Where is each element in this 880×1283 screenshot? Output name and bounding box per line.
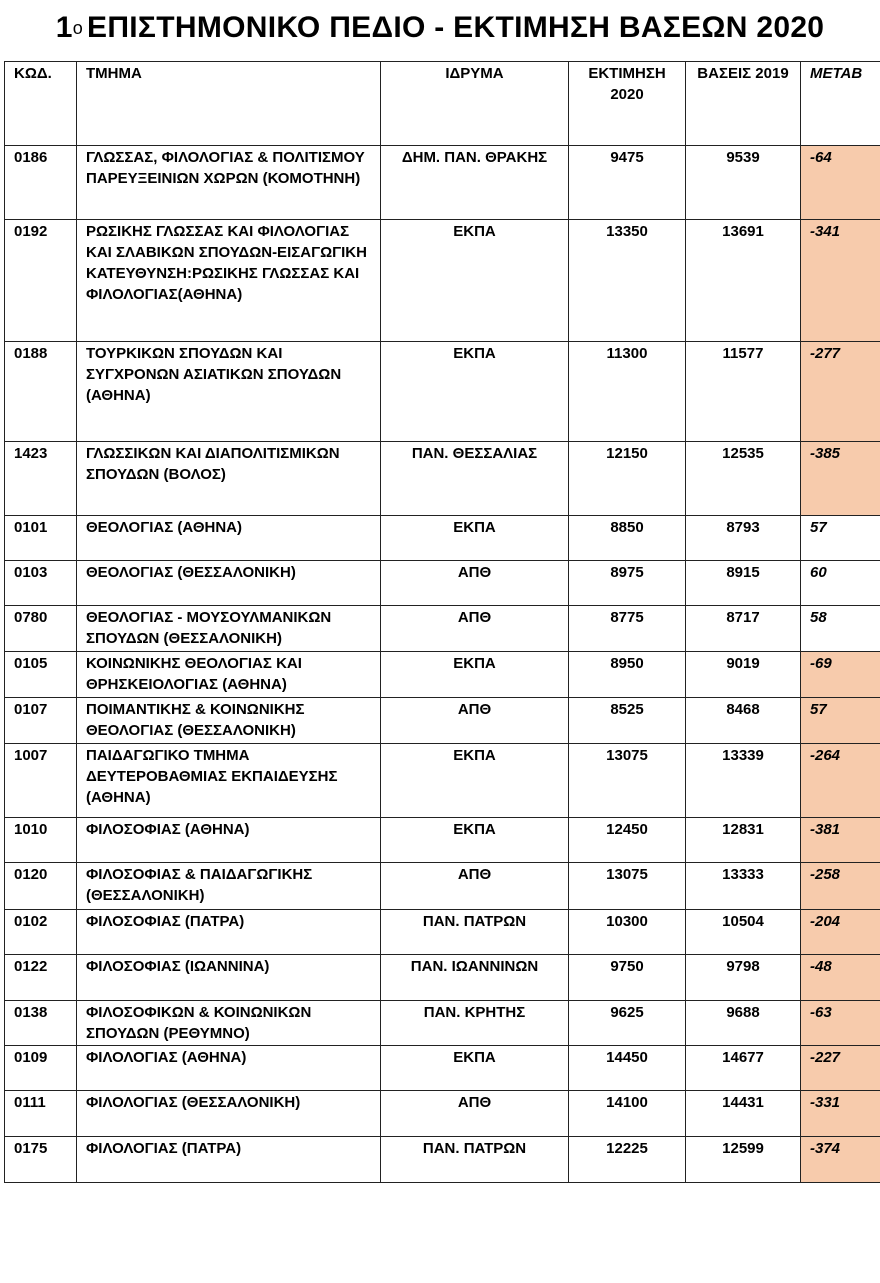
cell-diff: -385 bbox=[801, 442, 880, 516]
cell-code: 0188 bbox=[5, 342, 77, 442]
cell-base: 9688 bbox=[686, 1001, 801, 1046]
cell-base: 13339 bbox=[686, 744, 801, 818]
cell-inst: ΑΠΘ bbox=[381, 863, 569, 910]
cell-code: 0192 bbox=[5, 220, 77, 342]
cell-dept: ΤΟΥΡΚΙΚΩΝ ΣΠΟΥΔΩΝ ΚΑΙ ΣΥΓΧΡΟΝΩΝ ΑΣΙΑΤΙΚΩΝ ΣΠΟΥΔΩΝ (ΑΘΗΝΑ) bbox=[77, 342, 381, 442]
title-number: 1 bbox=[55, 11, 73, 44]
cell-inst: ΕΚΠΑ bbox=[381, 516, 569, 561]
title-text: ΕΠΙΣΤΗΜΟΝΙΚΟ ΠΕΔΙΟ - ΕΚΤΙΜΗΣΗ ΒΑΣΕΩΝ 2020 bbox=[87, 11, 825, 44]
cell-est: 14450 bbox=[569, 1046, 686, 1091]
cell-inst: ΠΑΝ. ΚΡΗΤΗΣ bbox=[381, 1001, 569, 1046]
cell-est: 12225 bbox=[569, 1137, 686, 1183]
header-base: ΒΑΣΕΙΣ 2019 bbox=[686, 62, 801, 146]
cell-dept: ΘΕΟΛΟΓΙΑΣ (ΘΕΣΣΑΛΟΝΙΚΗ) bbox=[77, 561, 381, 606]
cell-diff: -63 bbox=[801, 1001, 880, 1046]
cell-diff: 60 bbox=[801, 561, 880, 606]
cell-inst: ΠΑΝ. ΠΑΤΡΩΝ bbox=[381, 910, 569, 955]
cell-diff: -48 bbox=[801, 955, 880, 1001]
cell-code: 1007 bbox=[5, 744, 77, 818]
cell-est: 14100 bbox=[569, 1091, 686, 1137]
cell-diff: -331 bbox=[801, 1091, 880, 1137]
cell-base: 8468 bbox=[686, 698, 801, 744]
table-row bbox=[5, 561, 880, 606]
cell-base: 12599 bbox=[686, 1137, 801, 1183]
cell-est: 8850 bbox=[569, 516, 686, 561]
table-row bbox=[5, 442, 880, 516]
cell-base: 9539 bbox=[686, 146, 801, 220]
cell-code: 0175 bbox=[5, 1137, 77, 1183]
cell-base: 9019 bbox=[686, 652, 801, 698]
cell-est: 8975 bbox=[569, 561, 686, 606]
cell-dept: ΚΟΙΝΩΝΙΚΗΣ ΘΕΟΛΟΓΙΑΣ ΚΑΙ ΘΡΗΣΚΕΙΟΛΟΓΙΑΣ (ΑΘΗΝΑ) bbox=[77, 652, 381, 698]
cell-dept: ΦΙΛΟΣΟΦΙΑΣ (ΙΩΑΝΝΙΝΑ) bbox=[77, 955, 381, 1001]
cell-dept: ΠΑΙΔΑΓΩΓΙΚΟ ΤΜΗΜΑ ΔΕΥΤΕΡΟΒΑΘΜΙΑΣ ΕΚΠΑΙΔΕΥΣΗΣ (ΑΘΗΝΑ) bbox=[77, 744, 381, 818]
cell-code: 0105 bbox=[5, 652, 77, 698]
table-row bbox=[5, 1091, 880, 1137]
cell-base: 14677 bbox=[686, 1046, 801, 1091]
cell-diff: -204 bbox=[801, 910, 880, 955]
header-est: ΕΚΤΙΜΗΣΗ 2020 bbox=[569, 62, 686, 146]
cell-base: 8793 bbox=[686, 516, 801, 561]
cell-est: 9750 bbox=[569, 955, 686, 1001]
cell-code: 1010 bbox=[5, 818, 77, 863]
cell-code: 0101 bbox=[5, 516, 77, 561]
cell-dept: ΓΛΩΣΣΙΚΩΝ ΚΑΙ ΔΙΑΠΟΛΙΤΙΣΜΙΚΩΝ ΣΠΟΥΔΩΝ (ΒΟΛΟΣ) bbox=[77, 442, 381, 516]
cell-est: 12450 bbox=[569, 818, 686, 863]
cell-inst: ΕΚΠΑ bbox=[381, 220, 569, 342]
cell-est: 13075 bbox=[569, 863, 686, 910]
cell-inst: ΠΑΝ. ΘΕΣΣΑΛΙΑΣ bbox=[381, 442, 569, 516]
cell-est: 9625 bbox=[569, 1001, 686, 1046]
cell-diff: -277 bbox=[801, 342, 880, 442]
cell-est: 8525 bbox=[569, 698, 686, 744]
table-row bbox=[5, 516, 880, 561]
cell-inst: ΕΚΠΑ bbox=[381, 818, 569, 863]
cell-inst: ΔΗΜ. ΠΑΝ. ΘΡΑΚΗΣ bbox=[381, 146, 569, 220]
cell-diff: -374 bbox=[801, 1137, 880, 1183]
cell-est: 8950 bbox=[569, 652, 686, 698]
cell-code: 0780 bbox=[5, 606, 77, 652]
cell-est: 10300 bbox=[569, 910, 686, 955]
table-row bbox=[5, 146, 880, 220]
cell-diff: -227 bbox=[801, 1046, 880, 1091]
cell-code: 0103 bbox=[5, 561, 77, 606]
cell-base: 10504 bbox=[686, 910, 801, 955]
page-title bbox=[0, 0, 880, 56]
cell-dept: ΦΙΛΟΣΟΦΙΑΣ (ΑΘΗΝΑ) bbox=[77, 818, 381, 863]
cell-inst: ΕΚΠΑ bbox=[381, 1046, 569, 1091]
header-inst: ΙΔΡΥΜΑ bbox=[381, 62, 569, 146]
cell-dept: ΦΙΛΟΛΟΓΙΑΣ (ΠΑΤΡΑ) bbox=[77, 1137, 381, 1183]
cell-inst: ΠΑΝ. ΠΑΤΡΩΝ bbox=[381, 1137, 569, 1183]
header-diff: ΜΕΤΑΒ bbox=[801, 62, 880, 146]
cell-inst: ΕΚΠΑ bbox=[381, 744, 569, 818]
table-row bbox=[5, 342, 880, 442]
table-body bbox=[5, 146, 880, 1183]
title-superscript: ο bbox=[72, 17, 84, 38]
cell-diff: -258 bbox=[801, 863, 880, 910]
cell-est: 12150 bbox=[569, 442, 686, 516]
cell-code: 0102 bbox=[5, 910, 77, 955]
cell-diff: -341 bbox=[801, 220, 880, 342]
header-code: ΚΩΔ. bbox=[5, 62, 77, 146]
cell-est: 8775 bbox=[569, 606, 686, 652]
cell-code: 0138 bbox=[5, 1001, 77, 1046]
cell-base: 11577 bbox=[686, 342, 801, 442]
cell-diff: -69 bbox=[801, 652, 880, 698]
table-row bbox=[5, 744, 880, 818]
cell-code: 0186 bbox=[5, 146, 77, 220]
cell-dept: ΦΙΛΟΛΟΓΙΑΣ (ΑΘΗΝΑ) bbox=[77, 1046, 381, 1091]
cell-inst: ΑΠΘ bbox=[381, 606, 569, 652]
cell-dept: ΓΛΩΣΣΑΣ, ΦΙΛΟΛΟΓΙΑΣ & ΠΟΛΙΤΙΣΜΟΥ ΠΑΡΕΥΞΕΙΝΙΩΝ ΧΩΡΩΝ (ΚΟΜΟΤΗΝΗ) bbox=[77, 146, 381, 220]
table-row bbox=[5, 1137, 880, 1183]
cell-diff: 57 bbox=[801, 698, 880, 744]
cell-diff: -381 bbox=[801, 818, 880, 863]
cell-base: 12831 bbox=[686, 818, 801, 863]
cell-diff: -264 bbox=[801, 744, 880, 818]
table-row bbox=[5, 220, 880, 342]
cell-code: 0109 bbox=[5, 1046, 77, 1091]
cell-diff: 58 bbox=[801, 606, 880, 652]
cell-dept: ΠΟΙΜΑΝΤΙΚΗΣ & ΚΟΙΝΩΝΙΚΗΣ ΘΕΟΛΟΓΙΑΣ (ΘΕΣΣΑΛΟΝΙΚΗ) bbox=[77, 698, 381, 744]
cell-est: 13075 bbox=[569, 744, 686, 818]
cell-inst: ΑΠΘ bbox=[381, 698, 569, 744]
table-row bbox=[5, 652, 880, 698]
cell-inst: ΠΑΝ. ΙΩΑΝΝΙΝΩΝ bbox=[381, 955, 569, 1001]
cell-inst: ΕΚΠΑ bbox=[381, 652, 569, 698]
header-dept: ΤΜΗΜΑ bbox=[77, 62, 381, 146]
cell-base: 9798 bbox=[686, 955, 801, 1001]
cell-dept: ΦΙΛΟΣΟΦΙΚΩΝ & ΚΟΙΝΩΝΙΚΩΝ ΣΠΟΥΔΩΝ (ΡΕΘΥΜΝΟ) bbox=[77, 1001, 381, 1046]
cell-code: 1423 bbox=[5, 442, 77, 516]
cell-inst: ΑΠΘ bbox=[381, 561, 569, 606]
results-table bbox=[4, 61, 880, 1183]
cell-dept: ΦΙΛΟΣΟΦΙΑΣ & ΠΑΙΔΑΓΩΓΙΚΗΣ (ΘΕΣΣΑΛΟΝΙΚΗ) bbox=[77, 863, 381, 910]
table-row bbox=[5, 818, 880, 863]
table-row bbox=[5, 863, 880, 910]
cell-code: 0122 bbox=[5, 955, 77, 1001]
cell-est: 11300 bbox=[569, 342, 686, 442]
cell-dept: ΡΩΣΙΚΗΣ ΓΛΩΣΣΑΣ ΚΑΙ ΦΙΛΟΛΟΓΙΑΣ ΚΑΙ ΣΛΑΒΙΚΩΝ ΣΠΟΥΔΩΝ-ΕΙΣΑΓΩΓΙΚΗ ΚΑΤΕΥΘΥΝΣΗ:ΡΩΣΙΚΗΣ ΓΛΩΣΣΑΣ ΚΑΙ ΦΙΛΟΛΟΓΙΑΣ(ΑΘΗΝΑ) bbox=[77, 220, 381, 342]
cell-base: 8717 bbox=[686, 606, 801, 652]
cell-code: 0120 bbox=[5, 863, 77, 910]
cell-code: 0111 bbox=[5, 1091, 77, 1137]
cell-code: 0107 bbox=[5, 698, 77, 744]
table-row bbox=[5, 606, 880, 652]
cell-est: 13350 bbox=[569, 220, 686, 342]
cell-diff: 57 bbox=[801, 516, 880, 561]
cell-base: 13333 bbox=[686, 863, 801, 910]
cell-est: 9475 bbox=[569, 146, 686, 220]
header-row bbox=[5, 62, 880, 146]
table-row bbox=[5, 910, 880, 955]
cell-dept: ΘΕΟΛΟΓΙΑΣ (ΑΘΗΝΑ) bbox=[77, 516, 381, 561]
cell-base: 12535 bbox=[686, 442, 801, 516]
cell-diff: -64 bbox=[801, 146, 880, 220]
cell-base: 8915 bbox=[686, 561, 801, 606]
cell-dept: ΘΕΟΛΟΓΙΑΣ - ΜΟΥΣΟΥΛΜΑΝΙΚΩΝ ΣΠΟΥΔΩΝ (ΘΕΣΣΑΛΟΝΙΚΗ) bbox=[77, 606, 381, 652]
cell-base: 14431 bbox=[686, 1091, 801, 1137]
table-row bbox=[5, 955, 880, 1001]
cell-dept: ΦΙΛΟΛΟΓΙΑΣ (ΘΕΣΣΑΛΟΝΙΚΗ) bbox=[77, 1091, 381, 1137]
table-row bbox=[5, 1046, 880, 1091]
cell-inst: ΑΠΘ bbox=[381, 1091, 569, 1137]
cell-base: 13691 bbox=[686, 220, 801, 342]
table-row bbox=[5, 698, 880, 744]
cell-dept: ΦΙΛΟΣΟΦΙΑΣ (ΠΑΤΡΑ) bbox=[77, 910, 381, 955]
cell-inst: ΕΚΠΑ bbox=[381, 342, 569, 442]
table-row bbox=[5, 1001, 880, 1046]
